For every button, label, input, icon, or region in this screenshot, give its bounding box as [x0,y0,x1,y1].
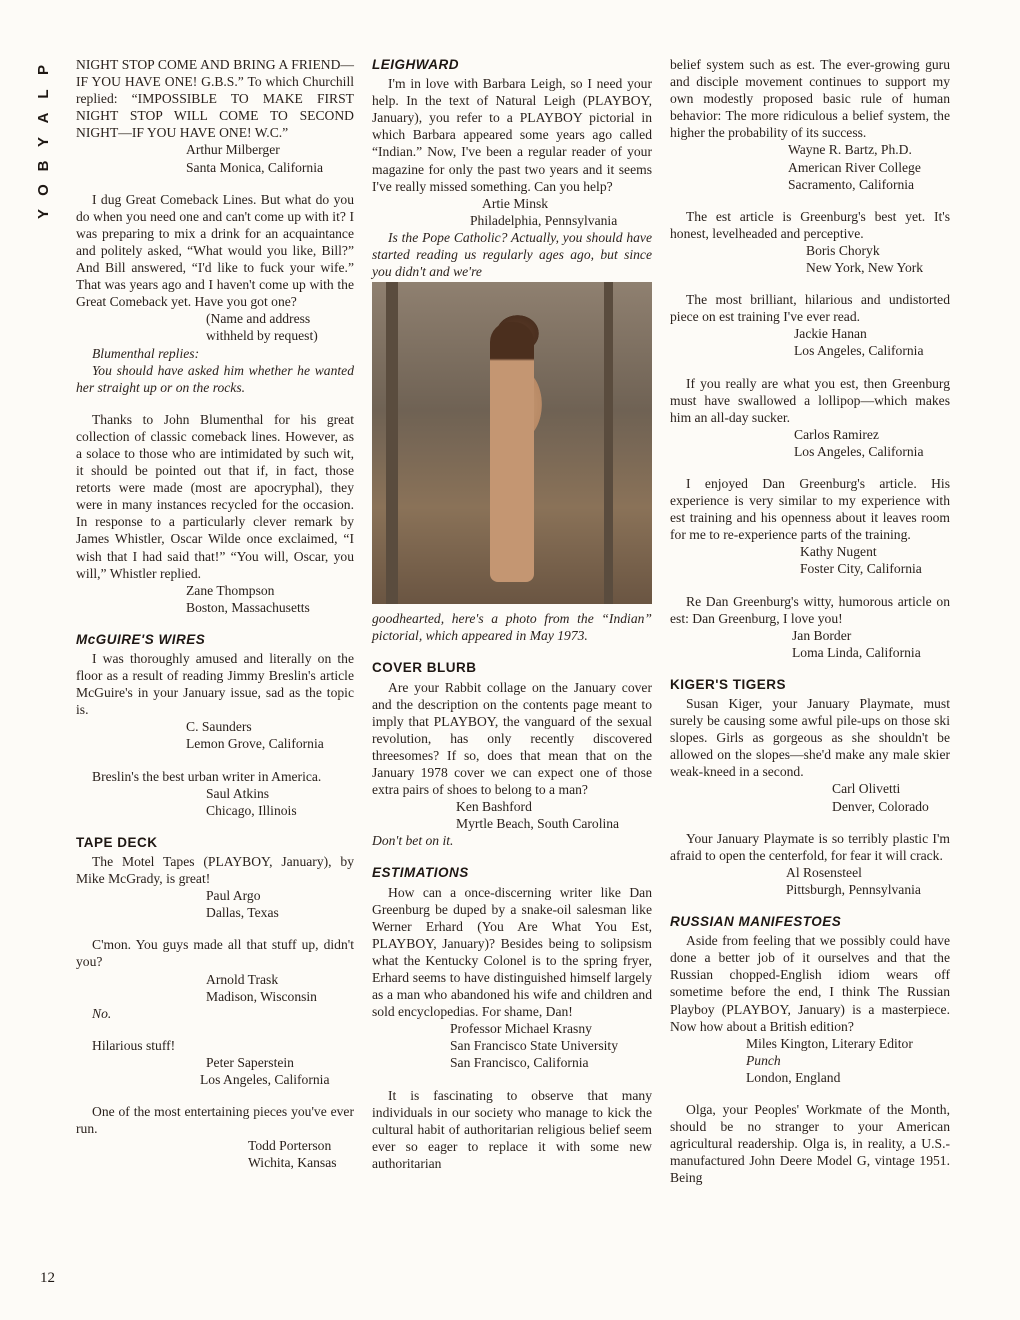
signature-place: Denver, Colorado [832,798,929,814]
signature [670,426,950,460]
signature-name: Arnold Trask [206,971,279,987]
signature [372,1020,652,1071]
signature [670,141,950,192]
signature-name: Miles Kington, Literary Editor [746,1035,913,1051]
signature-org: Punch [746,1052,781,1068]
masthead-letter: P [35,65,52,76]
signature-place: Sacramento, California [788,176,915,192]
signature-name: Jan Border [792,627,852,643]
letter-text: Thanks to John Blumenthal for his great collection of classic comeback lines. However, as a solace to those who are intimidated by such wit, it should be pointed out that if, in fact, those retorts were made (most are apocryphal), they were in many instances recycled for the occasion. In response to a particularly clever remark by James Whistler, Oscar Wilde once exclaimed, “I wish that I had said that!” “You will, Oscar, you will,” Whistler replied. [76,411,354,581]
signature [76,582,354,616]
signature [670,1035,950,1086]
signature [670,242,950,276]
tree-trunk [386,282,398,604]
section-heading: KIGER'S TIGERS [670,676,786,692]
signature-place: Foster City, California [800,561,922,577]
reply-text: Don't bet on it. [372,833,454,849]
letter-text: Hilarious stuff! [92,1037,176,1053]
letter-lead-text: NIGHT STOP COME AND BRING A FRIEND—IF YOU HAVE ONE! G.B.S.” To which Churchill replied: “IMPOSSIBLE TO MAKE FIRST NIGHT STOP WILL COME TO SECOND NIGHT—IF YOU HAVE ONE! W.C.” [76,57,354,141]
signature-withheld: withheld by request) [206,328,318,344]
letter-text: Breslin's the best urban writer in America. [92,768,322,784]
signature-place: Myrtle Beach, South Carolina [456,816,620,832]
signature [76,785,354,819]
signature-place: San Francisco, California [450,1055,589,1071]
signature-name: Carl Olivetti [832,781,901,797]
letter-text: I enjoyed Dan Greenburg's article. His experience is very similar to my experience with est training and his openness about it leaves room for me to re-experience parts of the training. [670,475,950,543]
signature [76,141,354,175]
letter-text: If you really are what you est, then Greenburg must have swallowed a lollipop—which makes him an all-day sucker. [670,375,950,425]
letter-text: The most brilliant, hilarious and undistorted piece on est training I've ever read. [670,292,950,325]
signature [670,627,950,661]
letter-text: Susan Kiger, your January Playmate, must surely be causing some awful pile-ups on those ski slopes. Girls as gorgeous as she shouldn't be allowed on the slopes—she'd make any male skier weak-kneed in a second. [670,696,950,780]
reply-label: Blumenthal replies: [92,345,200,361]
column-2 [372,56,652,1172]
letter-text: How can a once-discerning writer like Dan Greenburg be duped by a snake-oil salesman like Werner Erhard (You Are What You Est, PLAYBOY, January)? Besides being to solipsism what the Kentucky Colonel is to the spring fryer, Erhard seems to have distinguished himself largely as a man who abandoned his wife and children and sold encyclopedias. For shame, Dan! [372,884,652,1020]
masthead-letter: L [35,89,52,99]
masthead-letter: A [35,112,52,124]
signature [76,1137,354,1171]
signature [76,310,354,344]
letter-text: The Motel Tapes (PLAYBOY, January), by Mike McGrady, is great! [76,853,354,887]
signature-name: Carlos Ramirez [794,426,879,442]
signature [76,1054,354,1088]
signature-name: Saul Atkins [206,785,270,801]
signature [76,971,354,1005]
signature-place: Boston, Massachusetts [186,599,310,615]
signature-name: Professor Michael Krasny [450,1021,592,1037]
signature-org: American River College [788,159,921,175]
signature-place: Lemon Grove, California [186,736,324,752]
letter-text: Olga, your Peoples' Workmate of the Month, should be no stranger to your American agricultural readership. Olga is, in reality, a U.S.-manufactured John Deere Model G, vintage 1951. Being [670,1101,950,1186]
tree-trunk [604,282,613,604]
signature [372,798,652,832]
signature-name: Todd Porterson [248,1138,332,1154]
signature [76,887,354,921]
signature-place: Madison, Wisconsin [206,988,317,1004]
reply-text: Is the Pope Catholic? Actually, you should have started reading us regularly ages ago, but since you didn't and we're [372,229,652,280]
signature-place: Santa Monica, California [186,159,324,175]
signature-name: Al Rosensteel [786,864,862,880]
signature-place: New York, New York [806,260,924,276]
photo-caption: goodhearted, here's a photo from the “Indian” pictorial, which appeared in May 1973. [372,611,652,644]
signature-place: Dallas, Texas [206,905,279,921]
column-1 [76,56,354,1186]
reply-text: No. [92,1005,112,1021]
masthead [32,58,56,226]
letter-text: Re Dan Greenburg's witty, humorous article on est: Dan Greenburg, I love you! [670,593,950,626]
signature-place: Philadelphia, Pennsylvania [470,212,618,228]
signature-name: Jackie Hanan [794,326,867,342]
letter-text: The est article is Greenburg's best yet. It's honest, levelheaded and perceptive. [670,208,950,241]
signature [76,718,354,752]
signature-name: Paul Argo [206,888,261,904]
signature [670,325,950,359]
signature-place: Los Angeles, California [794,443,924,459]
letter-text: One of the most entertaining pieces you've ever run. [76,1104,354,1137]
signature-name: Zane Thompson [186,582,275,598]
signature-name: Boris Choryk [806,242,880,258]
signature-place: London, England [746,1069,841,1085]
section-heading: COVER BLURB [372,660,477,676]
signature-name: Artie Minsk [482,195,549,211]
signature-place: Wichita, Kansas [248,1155,337,1171]
section-heading: TAPE DECK [76,834,158,850]
section-heading: ESTIMATIONS [372,865,469,881]
masthead-letter: Y [35,209,52,220]
section-heading: LEIGHWARD [372,57,459,72]
letter-text: Are your Rabbit collage on the January cover and the description on the contents page meant to imply that PLAYBOY, the vanguard of the sexual revolution, has only recently discovered threesomes? If so, does that mean that on the January 1978 cover we can expect one of those extra pairs of shoes to belong to a man? [372,679,652,798]
signature-name: Arthur Milberger [186,142,280,158]
signature-place: Loma Linda, California [792,644,921,660]
letter-text: belief system such as est. The ever-growing guru and disciple movement continues to support my own modestly proposed basic rule of human behavior: The more ridiculous a belief system, the higher the probability of its success. [670,57,950,141]
signature-name: Peter Saperstein [206,1054,294,1070]
letter-text: I'm in love with Barbara Leigh, so I need your help. In the text of Natural Leigh (PLAYBOY, January), you refer to a PLAYBOY pictorial in which Barbara appeared some years ago called “Indian.” Now, I've been a regular reader of your magazine for only the past two years and it seems I've really missed something. Can you help? [372,76,652,194]
letter-text: I was thoroughly amused and literally on the floor as a result of reading Jimmy Breslin's article McGuire's in your January issue, sad as the topic is. [76,651,354,718]
section-heading: RUSSIAN MANIFESTOES [670,914,842,930]
signature-place: Los Angeles, California [794,343,924,359]
page-number: 12 [40,1270,55,1286]
signature [670,543,950,577]
signature-name: Ken Bashford [456,799,532,815]
masthead-letter: B [35,160,52,172]
signature-name: Wayne R. Bartz, Ph.D. [788,142,912,158]
signature-place: Chicago, Illinois [206,802,297,818]
letter-text: I dug Great Comeback Lines. But what do you do when you need one and can't come up with it? I was preparing to mix a drink for an acquaintance and politely asked, “What would you like, Bill?” And Bill answered, “I'd like to fuck your wife.” That was years ago and I haven't come up with the Great Comeback yet. Have you got one? [76,191,354,310]
section-heading: McGUIRE'S WIRES [76,631,206,647]
letter-text: C'mon. You guys made all that stuff up, didn't you? [76,937,354,970]
signature-place: Los Angeles, California [200,1071,330,1087]
signature [372,195,652,229]
letter-text: It is fascinating to observe that many individuals in our society who manage to kick the cultural habit of authoritarian religious belief seem ever so eager to replace it with some new authoritarian [372,1087,652,1171]
masthead-letter: O [35,184,52,196]
signature [670,864,950,898]
column-3 [670,56,950,1186]
signature-name: C. Saunders [186,719,252,735]
signature-place: Pittsburgh, Pennsylvania [786,881,921,897]
figure [490,322,534,582]
letter-text: Aside from feeling that we possibly could have done a better job of it ourselves and that the Russian chopped-English idiom wears off sometime before the end, I think The Russian Playboy (PLAYBOY, January) is a masterpiece. Now how about a British edition? [670,933,950,1034]
masthead-letter: Y [35,137,52,148]
signature-withheld: (Name and address [206,311,311,327]
pictorial-photo [372,282,652,604]
signature-name: Kathy Nugent [800,544,877,560]
reply-text: You should have asked him whether he wanted her straight up or on the rocks. [76,362,354,395]
signature [670,780,950,814]
signature-org: San Francisco State University [450,1038,619,1054]
letter-text: Your January Playmate is so terribly plastic I'm afraid to open the centerfold, for fear it will crack. [670,830,950,863]
